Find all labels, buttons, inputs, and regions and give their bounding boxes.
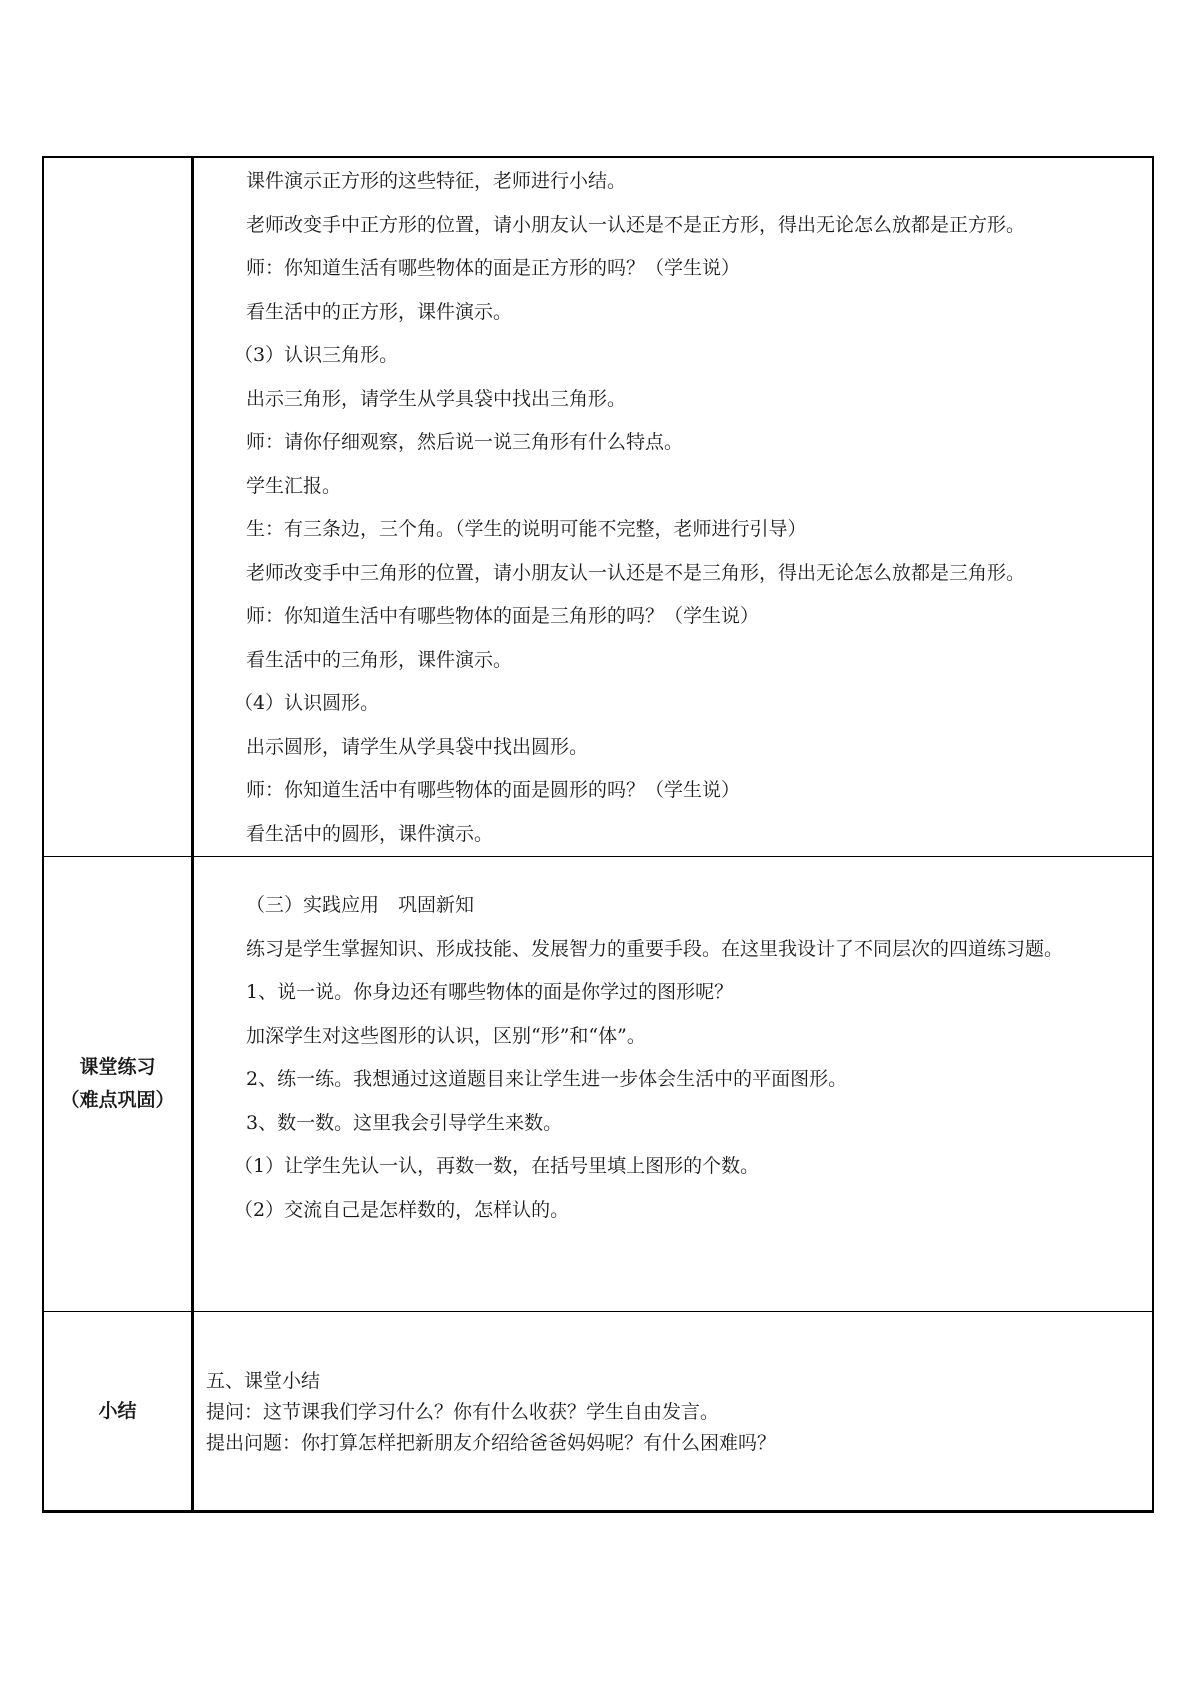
row-content-cell — [193, 857, 1154, 1312]
paragraph: 提问：这节课我们学习什么？你有什么收获？学生自由发言。 — [206, 1401, 720, 1423]
paragraph: 3、数一数。这里我会引导学生来数。 — [246, 1111, 563, 1134]
paragraph: 学生汇报。 — [246, 474, 342, 497]
row-label-cell — [43, 857, 193, 1312]
row-label-cell — [43, 1312, 193, 1512]
paragraph: 老师改变手中三角形的位置，请小朋友认一认还是不是三角形，得出无论怎么放都是三角形。 — [246, 561, 1026, 584]
paragraph: 师：你知道生活有哪些物体的面是正方形的吗？（学生说） — [246, 257, 741, 279]
table-row — [43, 157, 1153, 857]
paragraph: （3）认识三角形。 — [234, 344, 399, 366]
paragraph: 师：请你仔细观察，然后说一说三角形有什么特点。 — [246, 431, 684, 453]
row-label: 课堂练习 — [79, 1056, 156, 1078]
paragraph: 课件演示正方形的这些特征，老师进行小结。 — [246, 170, 627, 192]
paragraph: 2、练一练。我想通过这道题目来让学生进一步体会生活中的平面图形。 — [246, 1068, 848, 1090]
paragraph: 师：你知道生活中有哪些物体的面是圆形的吗？（学生说） — [246, 779, 741, 801]
row-label: 小结 — [98, 1399, 137, 1422]
table-row — [43, 1312, 1153, 1512]
paragraph: 出示圆形，请学生从学具袋中找出圆形。 — [246, 735, 589, 758]
paragraph: 师：你知道生活中有哪些物体的面是三角形的吗？（学生说） — [246, 605, 760, 627]
paragraph: 看生活中的圆形，课件演示。 — [246, 822, 494, 845]
paragraph: 加深学生对这些图形的认识，区别“形”和“体”。 — [246, 1024, 646, 1047]
paragraph: 出示三角形，请学生从学具袋中找出三角形。 — [246, 387, 627, 410]
section-heading: 五、课堂小结 — [206, 1370, 321, 1392]
paragraph: （2）交流自己是怎样数的，怎样认的。 — [234, 1198, 570, 1221]
section-heading: （三）实践应用 巩固新知 — [246, 894, 475, 916]
row-content-cell — [193, 157, 1154, 857]
paragraph: 生：有三条边，三个角。（学生的说明可能不完整，老师进行引导） — [246, 518, 807, 540]
paragraph: （1）让学生先认一认，再数一数，在括号里填上图形的个数。 — [234, 1155, 760, 1177]
paragraph: 老师改变手中正方形的位置，请小朋友认一认还是不是正方形，得出无论怎么放都是正方形。 — [246, 213, 1026, 236]
paragraph: 1、说一说。你身边还有哪些物体的面是你学过的图形呢？ — [246, 981, 734, 1003]
paragraph: 看生活中的正方形，课件演示。 — [246, 300, 513, 323]
row-label-cell — [43, 157, 193, 857]
paragraph: 练习是学生掌握知识、形成技能、发展智力的重要手段。在这里我设计了不同层次的四道练习题。 — [246, 937, 1064, 960]
row-label: （难点巩固） — [60, 1089, 175, 1111]
paragraph: 看生活中的三角形，课件演示。 — [246, 648, 513, 671]
paragraph: 提出问题：你打算怎样把新朋友介绍给爸爸妈妈呢？有什么困难吗？ — [206, 1432, 777, 1454]
paragraph: （4）认识圆形。 — [234, 692, 380, 714]
row-content-cell — [193, 1312, 1154, 1512]
table-row — [43, 857, 1153, 1312]
lesson-plan-table — [42, 156, 1154, 1513]
